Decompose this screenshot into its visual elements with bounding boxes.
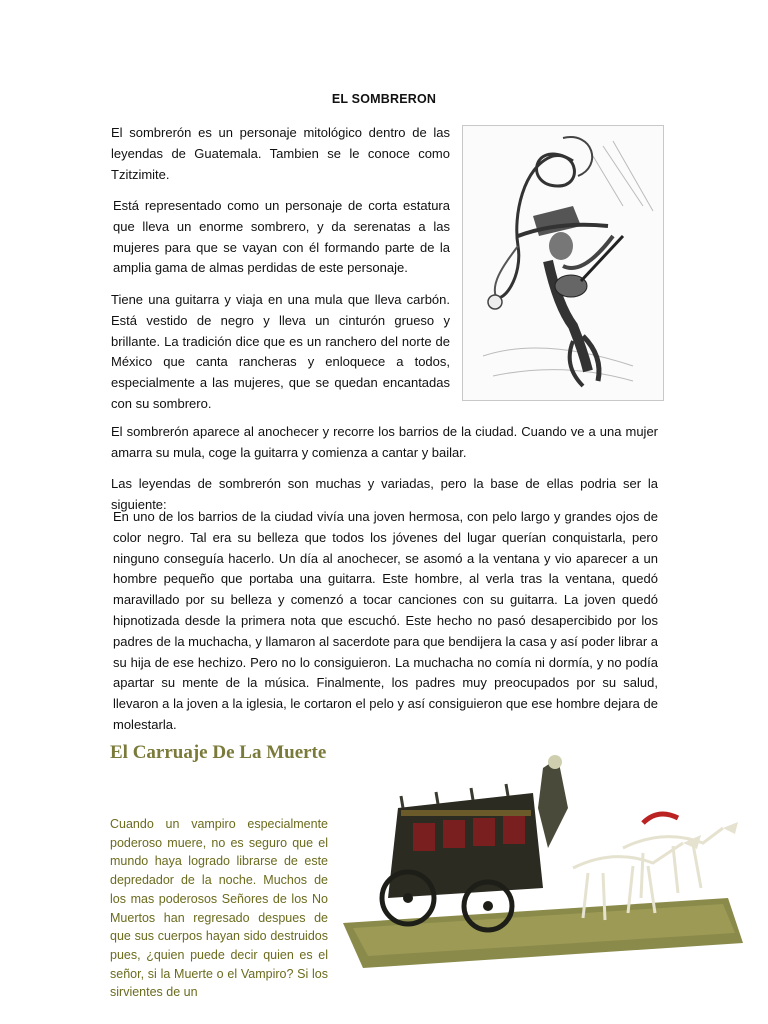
paragraph-carruaje: Cuando un vampiro especialmente poderoso muere, no es seguro que el mundo haya logrado librarse de este depredador de la noche. Muchos de los mas poderosos Señores de los No Muertos han regresado despues de que sus cuerpos hayan sido destruidos pues, ¿quien puede decir quien es el señor, si la Muerte o el Vampiro? Si los sirvientes de un <box>110 817 328 1000</box>
section-heading-carruaje: El Carruaje De La Muerte <box>110 742 327 763</box>
sombreron-sketch-illustration <box>462 125 664 401</box>
paragraph-appearance: El sombrerón aparece al anochecer y recorre los barrios de la ciudad. Cuando ve a una mujer amarra su mula, coge la guitarra y comienza a cantar y bailar. <box>111 424 658 460</box>
paragraph-intro: El sombrerón es un personaje mitológico dentro de las leyendas de Guatemala. Tambien se le conoce como Tzitzimite. <box>111 125 450 182</box>
carriage-photo-icon <box>343 748 743 968</box>
paragraph-guitar: Tiene una guitarra y viaja en una mula que lleva carbón. Está vestido de negro y lleva un cinturón grueso y brillante. La tradición dice que es un ranchero del norte de México que canta rancheras y enloquece a todos, especialmente a las mujeres, que se quedan encantadas con su sombrero. <box>111 292 450 411</box>
paragraph-legends-intro: Las leyendas de sombrerón son muchas y variadas, pero la base de ellas podria ser la siguiente: <box>111 476 658 512</box>
sombreron-drawing-icon <box>463 126 663 400</box>
paragraph-legend-story: En uno de los barrios de la ciudad vivía una joven hermosa, con pelo largo y grandes ojos de color negro. Tal era su belleza que todos los jóvenes del lugar querían conquistarla, pero ninguno conseguía hacerlo. Un día al anochecer, se asomó a la ventana y vio aparecer a un hombre pequeño que portaba una guitarra. Este hombre, al verla tras la ventana, quedó maravillado por su belleza y comenzó a tocar canciones con su guitarra. La joven quedó hipnotizada desde la primera nota que escuchó. Este hecho no pasó desapercibido por los padres de la muchacha, y llamaron al sacerdote para que bendijera la casa y así poder librar a su hija de ese hechizo. Pero no lo consiguieron. La muchacha no comía ni dormía, y no podía apartar su mente de la música. Finalmente, los padres muy preocupados por su salud, llevaron a la joven a la iglesia, le cortaron el pelo y así consiguieron que ese hombre dejara de molestarla. <box>113 509 658 732</box>
paragraph-description: Está representado como un personaje de corta estatura que lleva un enorme sombrero, y da serenatas a las mujeres para que se vayan con él formando parte de la amplia gama de almas perdidas de este personaje. <box>113 198 450 276</box>
document-title: EL SOMBRERON <box>331 92 437 106</box>
death-carriage-miniature <box>343 748 743 968</box>
